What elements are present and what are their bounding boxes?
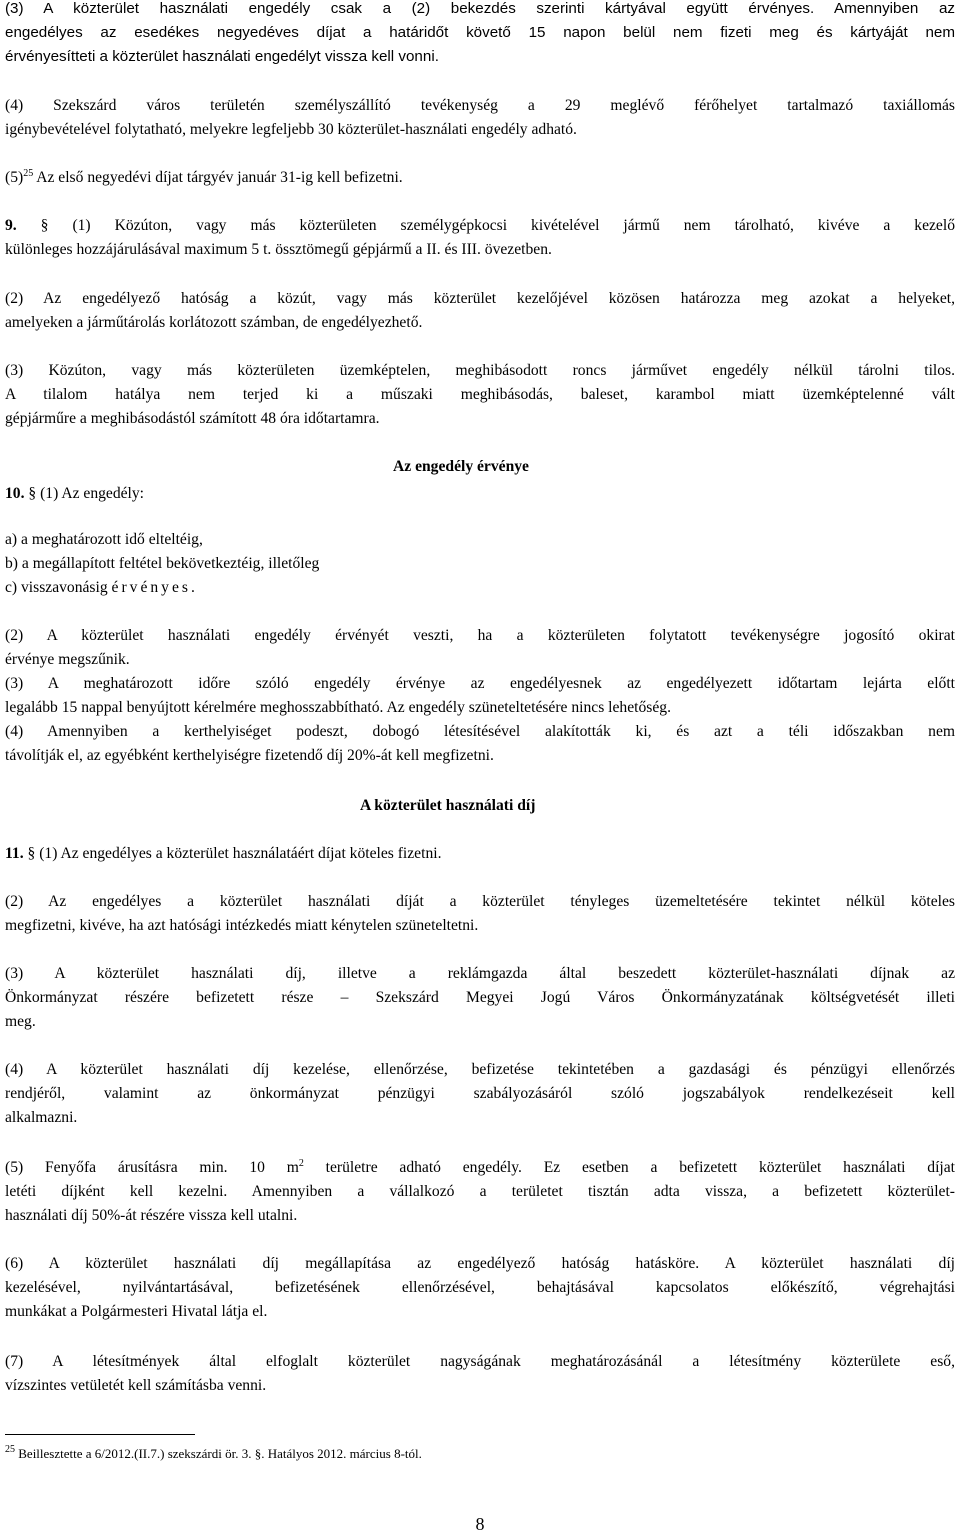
section-11-paragraph-6 xyxy=(5,1252,955,1324)
text-line: megfizetni, kivéve, ha azt hatósági intézkedés miatt kénytelen szüneteltetni. xyxy=(5,917,479,934)
text-line: érvényesítteti a közterület használati engedélyt vissza kell vonni. xyxy=(5,48,439,65)
footnote-separator xyxy=(5,1434,195,1435)
footnote-number: 25 xyxy=(5,1444,15,1455)
text-line: (7) A létesítmények által elfoglalt közterület nagyságának meghatározásánál a létesítmény közterülete eső, xyxy=(5,1353,955,1370)
section-number: 10. xyxy=(5,485,25,502)
text-line: gépjárműre a meghibásodástól számított 48 óra időtartamra. xyxy=(5,410,380,427)
footnote-ref-25: 25 xyxy=(23,168,34,179)
section-11-paragraph-2 xyxy=(5,890,955,938)
text-line: (3) Közúton, vagy más közterületen üzemképtelen, meghibásodott roncs járművet engedély nélkül tárolni tilos. xyxy=(5,362,955,379)
text-line: (3) A meghatározott időre szóló engedély érvénye az engedélyesnek az engedélyezett időtartam lejárta előtt xyxy=(5,675,955,692)
text-line: (2) Az engedélyes a közterület használati díját a közterület tényleges üzemeltetésére tekintet nélkül köteles xyxy=(5,893,955,910)
text-line: rendjéről, valamint az önkormányzat pénzügyi szabályozásáról szóló jogszabályok rendelkezéseit kell xyxy=(5,1085,955,1102)
section-sign: § xyxy=(23,845,36,862)
text-line: (6) A közterület használati díj megállapítása az engedélyező hatóság hatásköre. A közterület használati díj xyxy=(5,1255,955,1272)
section-11-paragraph-4 xyxy=(5,1058,955,1130)
section-11-paragraph-3 xyxy=(5,962,955,1034)
paragraph-4-taxi xyxy=(5,94,955,142)
section-10-intro xyxy=(5,482,144,506)
text-line: letéti díjként kell kezelni. Amennyiben a vállalkozó a területet tisztán adta vissza, a befizetett közterület- xyxy=(5,1183,955,1200)
text-line: (3) A közterület használati engedély csak a (2) bekezdés szerinti kártyával együtt érvényes. Amennyiben az xyxy=(5,0,955,17)
text-line xyxy=(5,166,955,190)
section-9-paragraph-3 xyxy=(5,359,955,431)
superscript: 2 xyxy=(298,1158,304,1169)
list-item: a) a meghatározott idő elteltéig, xyxy=(5,531,203,548)
footnote-25 xyxy=(5,1445,422,1463)
text-line: (4) Szekszárd város területén személyszállító tevékenység a 29 meglévő férőhelyet tartalmazó taxiállomás xyxy=(5,97,955,114)
text-line: munkákat a Polgármesteri Hivatal látja el. xyxy=(5,1303,268,1320)
section-sign: § xyxy=(16,217,49,234)
footnote-text: Beillesztette a 6/2012.(II.7.) szekszárdi ör. 3. §. Hatályos 2012. március 8-tól. xyxy=(15,1446,422,1461)
text-line: (2) A közterület használati engedély érvényét veszti, ha a közterületen folytatott tevékenységre jogosító okirat xyxy=(5,627,955,644)
text-line: meg. xyxy=(5,1013,36,1030)
text-line: távolítják el, az egyébként kerthelyiségre fizetendő díj 20%-át kell megfizetni. xyxy=(5,747,494,764)
section-10-paragraphs xyxy=(5,624,955,768)
section-11-paragraph-1 xyxy=(5,842,441,866)
text-line: (4) A közterület használati díj kezelése, ellenőrzése, befizetése tekintetében a gazdasági és pénzügyi ellenőrzés xyxy=(5,1061,955,1078)
text-line: A tilalom hatálya nem terjed ki a műszaki meghibásodás, baleset, karambol miatt üzemképtelenné vált xyxy=(5,386,955,403)
text-line: kezelésével, nyilvántartásával, befizetésének ellenőrzésével, behajtásával kapcsolatos előkészítő, végrehajtási xyxy=(5,1279,955,1296)
paragraph-text: Az első negyedévi díjat tárgyév január 31-ig kell befizetni. xyxy=(33,169,403,186)
list-item: b) a megállapított feltétel bekövetkeztéig, illetőleg xyxy=(5,555,320,572)
text-line: (5) Fenyőfa árusításra min. 10 $m^2$ területre adható engedély. Ez esetben a befizetett közterület használati díjat xyxy=(5,1158,955,1176)
text-line: különleges hozzájárulásával maximum 5 t. össztömegű gépjármű a II. és III. övezetben. xyxy=(5,241,552,258)
spaced-word: érvényes. xyxy=(111,579,198,596)
section-9 xyxy=(5,214,955,262)
section-number: 9. xyxy=(5,217,17,234)
section-heading-validity: Az engedély érvénye xyxy=(393,458,529,475)
section-sign: § xyxy=(24,485,37,502)
section-11-paragraph-5 xyxy=(5,1156,955,1228)
list-item: c) visszavonásig érvényes. xyxy=(5,579,198,596)
text-line: vízszintes vetületét kell számításba venni. xyxy=(5,1377,267,1394)
text-line: használati díj 50%-át részére vissza kell utalni. xyxy=(5,1207,298,1224)
section-heading-fee: A közterület használati díj xyxy=(360,797,536,814)
text-line: engedélyes az esedékes negyedéves díjat a határidőt követő 15 napon belül nem fizeti meg és kártyáját nem xyxy=(5,24,955,41)
section-11-paragraph-7 xyxy=(5,1350,955,1398)
text-line: (3) A közterület használati díj, illetve a reklámgazda által beszedett közterület-használati díjnak az xyxy=(5,965,955,982)
text-line xyxy=(5,214,955,238)
text-line: amelyeken a járműtárolás korlátozott számban, de engedélyezhető. xyxy=(5,314,423,331)
text-line: érvénye megszűnik. xyxy=(5,651,130,668)
text-line: legalább 15 nappal benyújtott kérelmére meghosszabbítható. Az engedély szüneteltetésére nincs lehetőség. xyxy=(5,699,671,716)
section-number: 11. xyxy=(5,845,24,862)
paragraph-text: (1) Közúton, vagy más közterületen személygépkocsi kivételével jármű nem tárolható, kivéve a kezelő xyxy=(48,217,955,234)
paragraph-text: (1) Az engedélyes a közterület használatáért díjat köteles fizetni. xyxy=(35,845,442,862)
text-line: alkalmazni. xyxy=(5,1109,78,1126)
paragraph-prefix: (5) xyxy=(5,169,24,186)
section-9-paragraph-2 xyxy=(5,287,955,335)
section-10-list xyxy=(5,528,955,600)
text-line: Önkormányzat részére befizetett része – Szekszárd Megyei Jogú Város Önkormányzatának költségvetését illeti xyxy=(5,989,955,1006)
paragraph-text: (1) Az engedély: xyxy=(36,485,145,502)
text-line: igénybevételével folytatható, melyekre legfeljebb 30 közterület-használati engedély adható. xyxy=(5,121,577,138)
text-line: (2) Az engedélyező hatóság a közút, vagy más közterület kezelőjével közösen határozza meg azokat a helyeket, xyxy=(5,290,955,307)
text-line: (4) Amennyiben a kerthelyiséget podeszt, dobogó létesítésével alakították ki, és azt a téli időszakban nem xyxy=(5,723,955,740)
paragraph-5-first-quarter xyxy=(5,166,955,190)
paragraph-3-card xyxy=(5,0,955,69)
page-number: 8 xyxy=(475,1514,485,1534)
